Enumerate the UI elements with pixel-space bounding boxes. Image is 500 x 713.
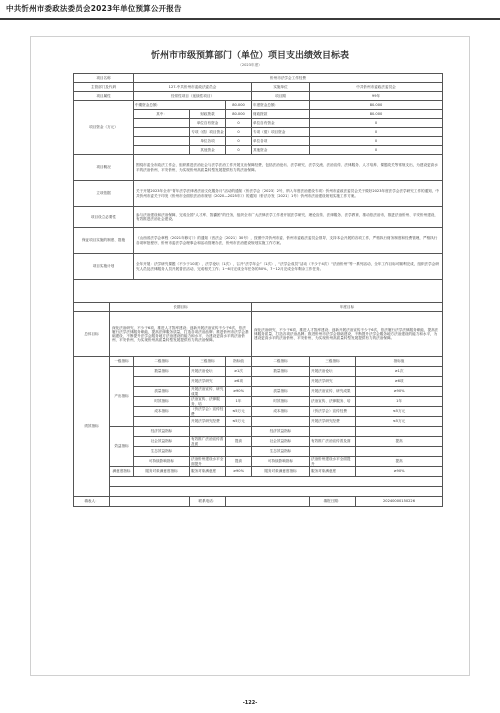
page-number: -122- [242,700,258,706]
report-header-bar [0,0,500,20]
indicator-cell: 可持续影响指标 [252,457,310,467]
longterm-label: 长期目标 [110,303,252,312]
indicator-cell: 法治宣传、法律服务、培 [190,397,226,407]
funds-cell: 其他资金 [190,146,226,155]
project-name-value: 忻州市法学会工作经费 [134,74,443,83]
plan-text: 参与法治建设和法治保障，完成全国“人才库、智囊团”的任务，组织全市广大法律法学工作者开展法学研究、理论宣传、法律服务、法学教育，推动依法治市，推进法治忻州、平安忻州建设，有效推进法治社会建设。 [134,207,443,228]
basis-label: 立项依据 [74,181,134,207]
indicator-cell [226,427,252,437]
dept-label: 主管部门及代码 [74,83,134,92]
project-name-label: 项目名称 [74,74,134,83]
indicator-cell: 时效指标 [252,397,310,407]
annual-text: 深化法治研究，不少于6项，推进人才智库建设；创新开展法治宣传不少于6次，依法履行法学法律服务职能，提高法律服务质量，打造各项法治品牌；推进忻州市法学会基础建设，不断提升法学会服务地方法治建设的能力和水平，为建设更高水平的法治忻州、平安忻州，为实现忻州高质量转型发展提供有力的法治保障。 [252,312,443,357]
filler-value [110,497,190,507]
funds-cell: 0 [226,137,252,146]
goal-col-empty [74,303,110,312]
overview-label: 项目概况 [74,155,134,181]
indicator-cell: ≤5万元 [356,417,443,427]
annual-label: 年度目标 [252,303,443,312]
indicator-cell [190,427,226,437]
indicator-cell: 开展法治论坛 [190,367,226,377]
funds-cell: 财政拨款 [190,110,226,119]
period-label: 项目期 [252,92,310,101]
indicator-cell: 开展法学研究经费 [310,417,356,427]
indicator-cell [190,447,226,457]
indicator-blank-row [110,477,443,487]
schedule-text: 全年开展：法学研究课题（不少于10项），法学论坛（1次），召开“法学年会”（1次），“法学会成员”活动（不少于4次）“法治忻州”等一系列活动，全年工作目标可顺利完成，组织法学会研究人员及法律服务人员开展普法活动，完成相关工作；1~6月完成全年任务的50%，7~12月完成全年剩余工作任务。 [134,254,443,280]
indicator-cell [252,417,310,427]
filler-label: 填表人： [74,497,110,507]
indicator-cell: 服务对象满意度指标 [134,467,190,477]
indicator-cell [310,447,356,457]
table-title: 忻州市市级预算部门（单位）项目支出绩效目标表 [150,51,349,61]
funds-cell: 财政拨款 [252,110,310,119]
funds-year-total-value: 80.000 [310,101,443,110]
indicator-header: 三级指标 [310,357,356,367]
indicator-cell: 提高 [226,457,252,467]
indicator-cell: ≤5万元 [226,417,252,427]
performance-goal-table [73,73,443,507]
indicator-cell [134,377,190,387]
funds-year-total-label: 年度资金总额： [252,101,310,110]
indicator-cell: 经济效益指标 [252,427,310,437]
indicator-cell: 成本指标 [134,407,190,417]
indicator-cell: 开展法治论坛 [310,367,356,377]
contact-value [226,497,310,507]
fund-mgmt-text: 《山西省法学会章程（2021年修订）》的通知（晋法会〔2021〕30号），按照中共忻州市委、忻州市委政法委员会领导，支持本会开展的各项工作，严格执行财务制度和经费管理，严格执行各项审批程序，忻州市委法学会理事会和活动管理办法，忻州市法治建设规划实施工作方案。 [134,228,443,254]
indicator-cell: 提高 [226,437,252,447]
indicator-header: 指标值 [356,357,443,367]
contact-label: 联系电话： [190,497,226,507]
indicator-cell: 服务对象满意度 [190,467,226,477]
fund-mgmt-label: 保证项目实施的制度、措施 [74,228,134,254]
funds-label: 项目资金（万元） [74,101,134,155]
funds-cell: 80.000 [226,110,252,119]
funds-cell: 0 [310,128,443,137]
indicator-cell: 经济效益指标 [134,427,190,437]
indicator-cell: 开展法治宣传、研究成果 [190,387,226,397]
indicator-cell: 社会效益指标 [134,437,190,447]
funds-cell: 单位自有资金 [190,119,226,128]
year-note: （2023年度） [238,63,262,67]
funds-cell: 0 [226,146,252,155]
indicator-cell: ≥90% [356,387,443,397]
funds-mid-total-label: 中期资金总额： [134,101,226,110]
indicator-cell: ≥90% [356,467,443,477]
indicator-cell: 可持续影响指标 [134,457,190,467]
benefit-indicator-label: 效益指标 [110,427,134,467]
indicator-cell [226,447,252,457]
indicator-cell: ≥90% [226,387,252,397]
goal-col-label: 总体目标 [74,312,110,357]
attr-label: 项目属性 [74,92,134,101]
funds-cell: 单位各项 [252,137,310,146]
indicator-cell: 服务对象满意度 [310,467,356,477]
indicator-cell: 服务对象满意度指标 [252,467,310,477]
funds-cell: 专项（债）项目资金 [252,128,310,137]
overview-text: 围绕市委全市政法工作会，组织推进法治社会与法学法治工作开展支出保障经费，包括法治论坛、法学研究、法学交流、法治宣传、法律服务、人才培养、课题攻关等常规支出，为建设更高水平的法治忻州、平安忻州，为实现忻州高质量转型发展提供有力的法治保障。 [134,155,443,181]
funds-cell: 80.000 [310,110,443,119]
basis-text: 关于开展2023年全市“青年法学法律者法治文化服务月”活动的通知（忻法学会〔2023〕2号，纳入年度法治建设专项）忻州市委政法委员会关于做好2023年度法学会法学研究工作的通知，中共忻州市委关于印发《忻州市全面依法治市规划（2020—2025年）》的通知（忻法办发〔2021〕1号）忻州市法治建设规划实施工作方案。 [134,181,443,207]
indicator-cell: 1年 [226,397,252,407]
indicator-header: 指标值 [226,357,252,367]
report-header-title: 中共忻州市委政法委员会2023年单位预算公开报告 [6,4,182,13]
indicator-cell: ≥6项 [356,377,443,387]
indicator-cell: 质量指标 [252,387,310,397]
indicator-cell [310,427,356,437]
indicator-cell: 质量指标 [134,387,190,397]
funds-cell: 0 [226,128,252,137]
funds-cell [134,146,190,155]
indicator-cell: ≥6项 [226,377,252,387]
indicator-cell: 有效推广法治宣传普及面 [190,437,226,447]
indicator-cell: 开展法治宣传、研究成果 [310,387,356,397]
funds-cell: 0 [310,137,443,146]
indicator-cell: 开展法学研究经费 [190,417,226,427]
indicator-header: 三级指标 [190,357,226,367]
funds-cell [134,119,190,128]
indicator-cell: 法治宣传、法律服务、培 [310,397,356,407]
funds-cell [134,128,190,137]
schedule-label: 项目实施计划 [74,254,134,280]
indicator-cell: 生态效益指标 [252,447,310,457]
funds-cell: 其他资金 [252,146,310,155]
indicator-cell: 成本指标 [252,407,310,417]
indicator-cell: 数量指标 [134,367,190,377]
funds-cell: 单位各项 [190,137,226,146]
indicator-cell: 生态效益指标 [134,447,190,457]
impl-value: 中共忻州市委政法委员会 [310,83,443,92]
indicator-cell: （忻法学会）宣传经费 [190,407,226,417]
output-indicator-label: 产出指标 [110,367,134,427]
indicator-cell: ≥90% [226,467,252,477]
funds-cell: 专项（债）项目资金 [190,128,226,137]
indicator-cell: 法治忻州建设水平全面提升 [190,457,226,467]
spacer-row [74,280,443,303]
indicator-group-label: 绩效指标 [74,357,110,497]
indicator-header: 二级指标 [252,357,310,367]
indicator-cell: ≥1次 [356,367,443,377]
indicator-header: 一级指标 [110,357,134,367]
indicator-cell [134,417,190,427]
indicator-cell: （忻法学会）宣传经费 [310,407,356,417]
indicator-cell: 1年 [356,397,443,407]
attr-value: 经常性项目（延续性项目） [134,92,252,101]
funds-mid-total-value: 80.000 [226,101,252,110]
indicator-cell: 开展法学研究 [190,377,226,387]
indicator-cell: 提高 [356,457,443,467]
funds-cell: 单位自有资金 [252,119,310,128]
indicator-cell: 开展法学研究 [310,377,356,387]
indicator-cell: ≤5万元 [226,407,252,417]
funds-cell [134,137,190,146]
date-value: 20240000150226 [356,497,443,507]
impl-label: 实施单位 [252,83,310,92]
indicator-cell: 法治忻州建设水平全面提升 [310,457,356,467]
indicator-cell: 提高 [356,437,443,447]
indicator-blank-row [110,487,443,497]
indicator-cell: 数量指标 [252,367,310,377]
dept-value: 127-中共忻州市委政法委员会 [134,83,252,92]
indicator-cell: ≥1次 [226,367,252,377]
funds-cell: 0 [310,119,443,128]
funds-cell: 0 [226,119,252,128]
period-value: 99年 [310,92,443,101]
date-label: 填报日期： [310,497,356,507]
satisfaction-indicator-label: 满意度指标 [110,467,134,477]
longterm-text: 深化法治研究，不少于6项，推进人才智库建设；创新开展法治宣传不少于6次，依法履行法学法律服务职能，提高法律服务质量，打造各项法治品牌；推进忻州市法学会基础建设，不断提升法学会服务地方法治建设的能力和水平，为建设更高水平的法治忻州、平安忻州，为实现忻州高质量转型发展提供有力的法治保障。 [110,312,252,357]
indicator-cell [356,427,443,437]
indicator-cell: 有效推广法治宣传普及面 [310,437,356,447]
indicator-cell [356,447,443,457]
indicator-cell: ≤5万元 [356,407,443,417]
indicator-cell: 时效指标 [134,397,190,407]
plan-label: 项目设立必要性 [74,207,134,228]
funds-cell: 0 [310,146,443,155]
indicator-header: 二级指标 [134,357,190,367]
funds-cell: 其中： [134,110,190,119]
indicator-cell [252,377,310,387]
indicator-cell: 社会效益指标 [252,437,310,447]
